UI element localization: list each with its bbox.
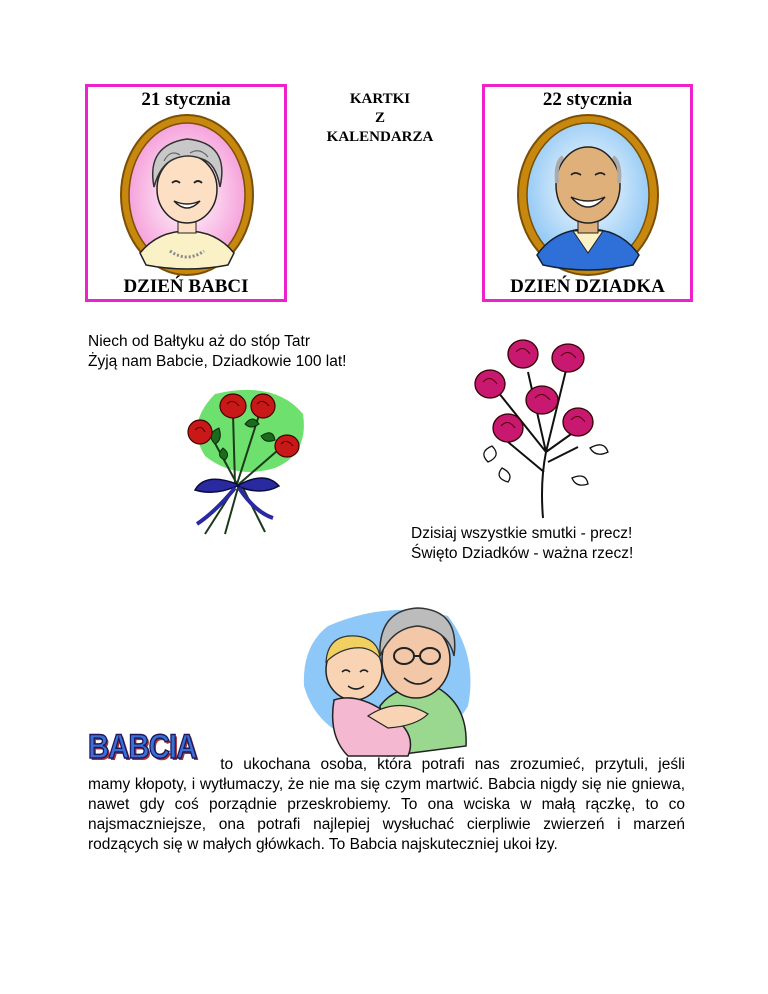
poem1-line-1: Niech od Bałtyku aż do stóp Tatr [88,333,311,350]
grandma-date: 21 stycznia [141,89,231,110]
title-line-3: KALENDARZA [326,129,434,145]
poem-greeting-1 [88,332,346,372]
paragraph-text: to ukochana osoba, która potrafi nas zrozumieć, przytuli, jeśli mamy kłopoty, i wytłumaczy, że nie ma się czym martwić. Babcia nigdy się nie gniewa, nawet gdy coś porządnie przeskrobiemy. To ona wciska w małą rączkę, to co najsmaczniejsze, ona potrafi najlepiej wysłuchać cierpliwie zwierzeń i marzeń rodzących się w małych główkach. To Babcia najskuteczniej ukoi łzy. [88,756,685,853]
title-line-2: Z [374,110,385,126]
pink-roses-image [468,332,618,522]
babcia-wordart: BABCIA [88,728,197,766]
poem2-line-1: Dzisiaj wszystkie smutki - precz! [411,525,633,542]
grandma-portrait-image [118,113,256,278]
grandma-hugging-child-image [298,596,478,766]
poem-greeting-2 [411,524,633,564]
grandma-day-caption: DZIEŃ BABCI [123,276,249,297]
grandpa-date: 22 stycznia [542,89,633,110]
poem1-line-2: Żyją nam Babcie, Dziadkowie 100 lat! [88,353,347,370]
title-line-1: KARTKI [349,91,411,107]
page-title [300,90,460,147]
grandpa-day-caption: DZIEŃ DZIADKA [510,276,665,297]
grandma-paragraph [88,728,685,855]
poem2-line-2: Święto Dziadków - ważna rzecz! [411,545,634,562]
red-rose-bouquet-image [175,384,310,540]
grandpa-card [482,84,693,302]
grandpa-portrait-image [515,113,661,278]
grandma-card [85,84,287,302]
